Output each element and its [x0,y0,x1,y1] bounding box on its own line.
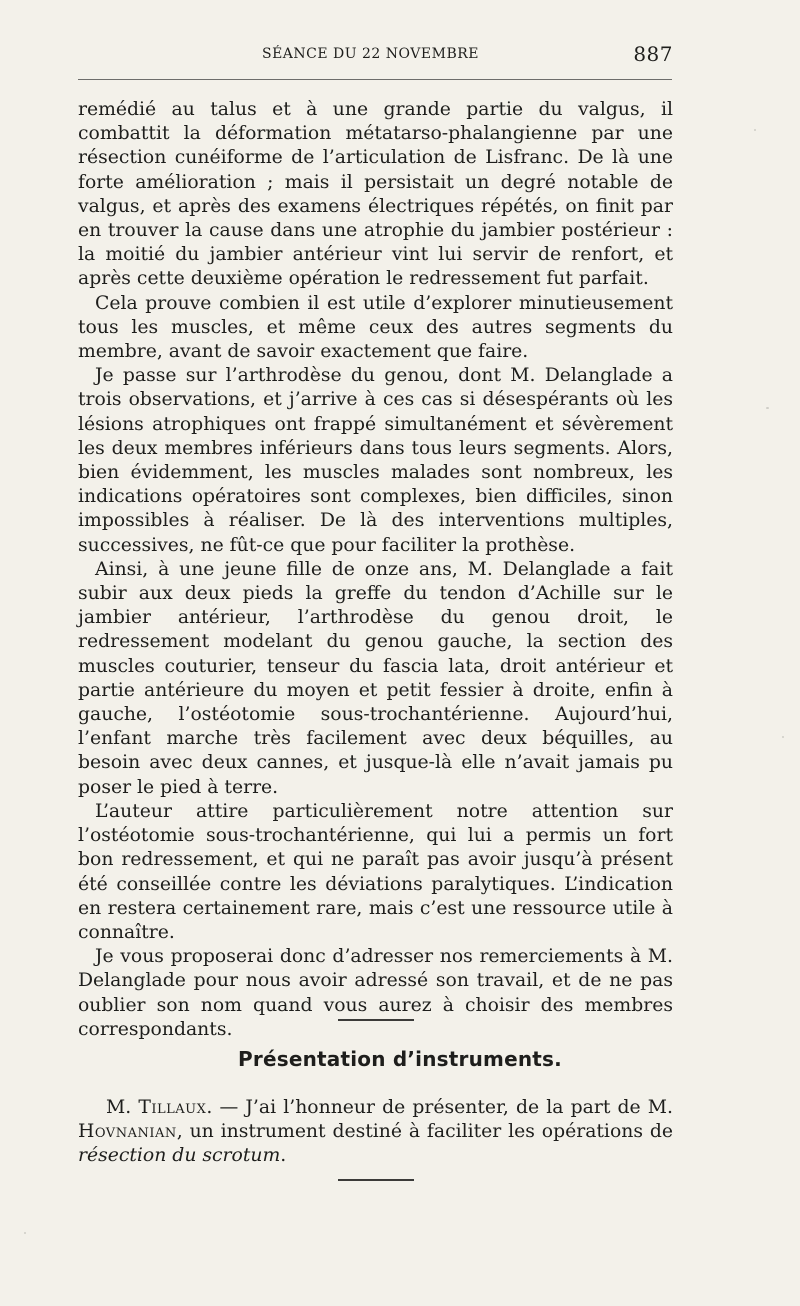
presentation-paragraph [78,1096,673,1169]
paragraph-osteotomy: L’auteur attire particulièrement notre attention sur l’ostéotomie sous-trochantérienne, qui lui a permis un fort bon redressement, et qui ne paraît pas avoir jusqu’à présent été conseillée contre les déviations paralytiques. L’indication en restera certainement rare, mais c’est une ressource utile à connaître. [78,800,673,943]
scan-speck [754,129,756,131]
section-heading: Présentation d’instruments. [238,1047,562,1071]
scan-speck [782,736,784,738]
procedure-name: résection du scrotum [78,1145,281,1167]
paragraph-conclusion: Je vous proposerai donc d’adresser nos remerciements à M. Delanglade pour nous avoir adressé son travail, et de ne pas oublier son nom quand vous aurez à choisir des membres correspondants. [78,946,673,1040]
end-punctuation: . [280,1145,287,1167]
scan-speck [24,1232,26,1234]
header-title: SÉANCE DU 22 NOVEMBRE [262,46,479,62]
paragraph-muscle-exploration: Cela prouve combien il est utile d’explorer minutieusement tous les muscles, et même ceux des autres segments du membre, avant de savoir exactement que faire. [78,292,673,363]
presentation-text-part-1: . — J’ai l’honneur de présenter, de la part de M. [206,1097,673,1118]
paragraph-arthrodesis: Je passe sur l’arthrodèse du genou, dont M. Delanglade a trois observations, et j’arrive à ces cas si désespérants où les lésions atrophiques ont frappé simultanément et sévèrement les deux membres inférieurs dans tous leurs segments. Alors, bien évidemment, les muscles malades sont nombreux, les indications opératoires sont complexes, bien difficiles, sinon impossibles à réaliser. De là des interventions multiples, successives, ne fût-ce que pour faciliter la prothèse. [78,365,673,556]
person-name: Hovnanian [78,1121,177,1143]
speaker-prefix: M. [106,1097,132,1118]
header-divider [78,79,672,80]
section-divider-bottom [338,1179,414,1181]
running-header [78,42,673,70]
section-divider-top [338,1019,414,1021]
presentation-text-part-2: , un instrument destiné à faciliter les opérations de [176,1121,673,1143]
main-text [78,98,673,1042]
page-number: 887 [633,42,673,66]
paragraph-case-young-girl: Ainsi, à une jeune fille de onze ans, M. Delanglade a fait subir aux deux pieds la greffe du tendon d’Achille sur le jambier antérieur, l’arthrodèse du genou droit, le redressement modelant du genou gauche, la section des muscles couturier, tenseur du fascia lata, droit antérieur et partie antérieure du moyen et petit fessier à droite, enfin à gauche, l’ostéotomie sous-trochantérienne. Aujourd’hui, l’enfant marche très facilement avec deux béquilles, au besoin avec deux cannes, et jusque-là elle n’avait jamais pu poser le pied à terre. [78,558,673,798]
scan-speck [766,407,769,409]
paragraph-continued: remédié au talus et à une grande partie du valgus, il combattit la déformation métatarso-phalangienne par une résection cunéiforme de l’articulation de Lisfranc. De là une forte amélioration ; mais il persistait un degré notable de valgus, et après des examens électriques répétés, on finit par en trouver la cause dans une atrophie du jambier postérieur : la moitié du jambier antérieur vint lui servir de renfort, et après cette deuxième opération le redressement fut parfait. [78,99,673,290]
speaker-name: Tillaux [138,1097,207,1118]
presentation-text [78,1096,673,1169]
